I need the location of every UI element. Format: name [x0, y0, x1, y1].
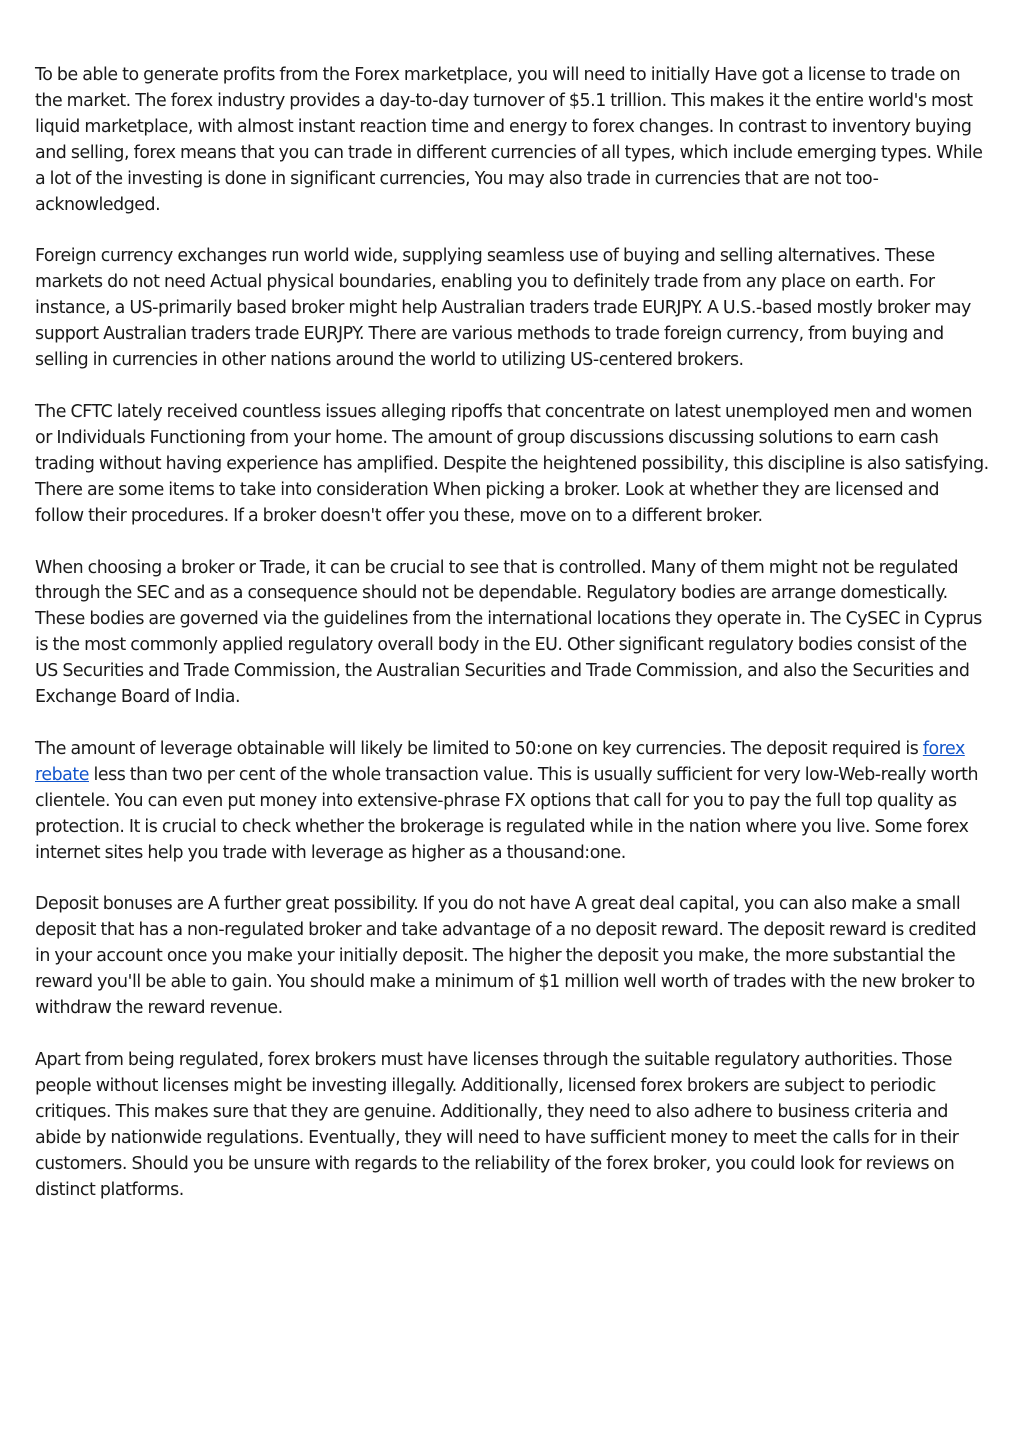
document-body [35, 63, 990, 1229]
paragraph-5-text-before: The amount of leverage obtainable will likely be limited to 50:one on key currencies. The deposit required is [35, 738, 923, 759]
paragraph-1: To be able to generate profits from the Forex marketplace, you will need to initially Have got a license to trade on the market. The forex industry provides a day-to-day turnover of $5.1 trillion. This makes it the entire world's most liquid marketplace, with almost instant reaction time and energy to forex changes. In contrast to inventory buying and selling, forex means that you can trade in different currencies of all types, which include emerging types. While a lot of the investing is done in significant currencies, You may also trade in currencies that are not too-acknowledged. [35, 65, 983, 215]
paragraph-2: Foreign currency exchanges run world wide, supplying seamless use of buying and selling alternatives. These markets do not need Actual physical boundaries, enabling you to definitely trade from any place on earth. For instance, a US-primarily based broker might help Australian traders trade EURJPY. A U.S.-based mostly broker may support Australian traders trade EURJPY. There are various methods to trade foreign currency, from buying and selling in currencies in other nations around the world to utilizing US-centered brokers. [35, 246, 971, 371]
paragraph-6: Deposit bonuses are A further great possibility. If you do not have A great deal capital, you can also make a small deposit that has a non-regulated broker and take advantage of a no deposit reward. The deposit reward is credited in your account once you make your initially deposit. The higher the deposit you make, the more substantial the reward you'll be able to gain. You should make a minimum of $1 million well worth of trades with the new broker to withdraw the reward revenue. [35, 894, 977, 1019]
paragraph-5-text-after: less than two per cent of the whole transaction value. This is usually sufficient for very low-Web-really worth clientele. You can even put money into extensive-phrase FX options that call for you to pay the full top quality as protection. It is crucial to check whether the brokerage is regulated while in the nation where you live. Some forex internet sites help you trade with leverage as higher as a thousand:one. [35, 764, 979, 863]
paragraph-7: Apart from being regulated, forex brokers must have licenses through the suitable regulatory authorities. Those people without licenses might be investing illegally. Additionally, licensed forex brokers are subject to periodic critiques. This makes sure that they are genuine. Additionally, they need to also adhere to business criteria and abide by nationwide regulations. Eventually, they will need to have sufficient money to meet the calls for in their customers. Should you be unsure with regards to the reliability of the forex broker, you could look for reviews on distinct platforms. [35, 1050, 959, 1200]
paragraph-4: When choosing a broker or Trade, it can be crucial to see that is controlled. Many of them might not be regulated through the SEC and as a consequence should not be dependable. Regulatory bodies are arrange domestically. These bodies are governed via the guidelines from the international locations they operate in. The CySEC in Cyprus is the most commonly applied regulatory overall body in the EU. Other significant regulatory bodies consist of the US Securities and Trade Commission, the Australian Securities and Trade Commission, and also the Securities and Exchange Board of India. [35, 557, 982, 708]
paragraph-3: The CFTC lately received countless issues alleging ripoffs that concentrate on latest unemployed men and women or Individuals Functioning from your home. The amount of group discussions discussing solutions to earn cash trading without having experience has amplified. Despite the heightened possibility, this discipline is also satisfying. There are some items to take into consideration When picking a broker. Look at whether they are licensed and follow their procedures. If a broker doesn't offer you these, move on to a different broker. [35, 401, 989, 526]
forex-rebate-link[interactable]: forex rebate [35, 738, 965, 785]
paragraph-5 [35, 737, 990, 867]
